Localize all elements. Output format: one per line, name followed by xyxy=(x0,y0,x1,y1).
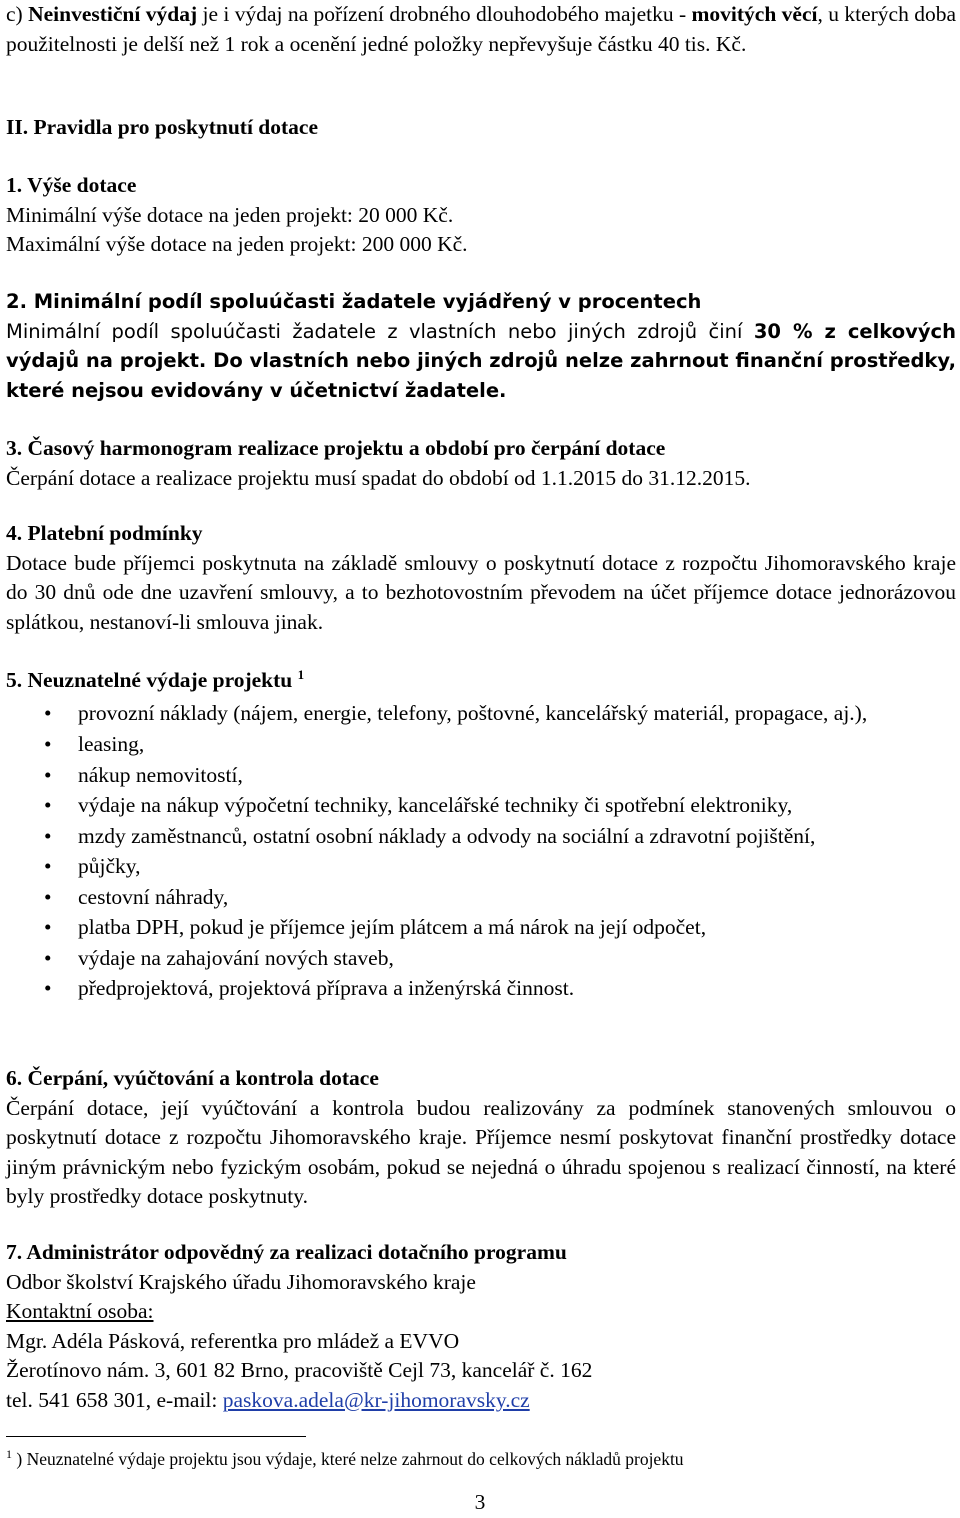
list-item xyxy=(6,974,956,1004)
part-title: II. Pravidla pro poskytnutí dotace xyxy=(6,115,318,139)
section-2-text-bold-2: Do vlastních nebo jiných zdrojů nelze zahrnout finanční prostředky, které nejsou evidovány v účetnictví žadatele. xyxy=(6,349,956,402)
section-7 xyxy=(6,1238,956,1415)
list-item-text: mzdy zaměstnanců, ostatní osobní náklady a odvody na sociální a zdravotní pojištění, xyxy=(78,823,816,848)
ineligible-expenses-list xyxy=(6,699,956,1004)
section-5-heading-text: 5. Neuznatelné výdaje projektu xyxy=(6,668,293,692)
section-1-heading: 1. Výše dotace xyxy=(6,173,137,197)
section-6-text: Čerpání dotace, její vyúčtování a kontrola budou realizovány za podmínek stanovených smlouvou o poskytnutí dotace z rozpočtu Jihomoravského kraje. Příjemce nesmí poskytovat finanční prostředky dotace jiným právnickým nebo fyzickým osobám, pokud se nejedná o úhradu spojenou s realizací činností, na které byly prostředky dotace poskytnuty. xyxy=(6,1095,956,1208)
page-number: 3 xyxy=(474,1490,486,1514)
section-2 xyxy=(6,287,956,405)
list-item-text: leasing, xyxy=(78,732,145,756)
section-3 xyxy=(6,434,956,493)
intro-paragraph xyxy=(6,0,956,59)
list-item xyxy=(6,699,956,729)
bullet-icon: • xyxy=(44,793,52,817)
section-2-text xyxy=(6,317,956,406)
section-5 xyxy=(6,666,956,1004)
bullet-icon: • xyxy=(44,700,52,725)
list-item-text: výdaje na nákup výpočetní techniky, kancelářské techniky či spotřební elektroniky, xyxy=(78,793,793,817)
footnote-text: ) Neuznatelné výdaje projektu jsou výdaje, které nelze zahrnout do celkových nákladů projektu xyxy=(12,1449,684,1469)
list-item xyxy=(6,791,956,821)
list-item xyxy=(6,761,956,791)
section-3-heading: 3. Časový harmonogram realizace projektu a období pro čerpání dotace xyxy=(6,436,666,460)
section-4 xyxy=(6,519,956,637)
list-item xyxy=(6,883,956,913)
bullet-icon: • xyxy=(44,854,52,878)
contact-label-text: Kontaktní osoba: xyxy=(6,1299,154,1323)
list-item-text: předprojektová, projektová příprava a inženýrská činnost. xyxy=(78,976,575,1000)
section-2-heading: 2. Minimální podíl spoluúčasti žadatele vyjádřený v procentech xyxy=(6,290,702,313)
intro-prefix: c) xyxy=(6,2,29,26)
bullet-icon: • xyxy=(44,762,52,787)
section-4-text: Dotace bude příjemci poskytnuta na základě smlouvy o poskytnutí dotace z rozpočtu Jihomoravského kraje do 30 dnů ode dne uzavření smlouvy, a to bezhotovostním převodem na účet příjemce dotace jednorázovou splátkou, nestanoví-li smlouva jinak. xyxy=(6,550,956,634)
contact-label xyxy=(6,1297,956,1327)
bullet-icon: • xyxy=(44,884,52,909)
list-item-text: nákup nemovitostí, xyxy=(78,762,243,787)
list-item-text: cestovní náhrady, xyxy=(78,884,229,909)
department-line: Odbor školství Krajského úřadu Jihomoravského kraje xyxy=(6,1269,476,1294)
list-item xyxy=(6,852,956,882)
intro-term: Neinvestiční výdaj xyxy=(28,2,198,26)
list-item-text: provozní náklady (nájem, energie, telefony, poštovné, kancelářský materiál, propagace, aj.), xyxy=(78,700,868,725)
bullet-icon: • xyxy=(44,823,52,848)
list-item xyxy=(6,913,956,943)
footnote xyxy=(6,1447,684,1471)
min-amount-line: Minimální výše dotace na jeden projekt: 20 000 Kč. xyxy=(6,202,454,227)
bullet-icon: • xyxy=(44,732,52,756)
contact-person: Mgr. Adéla Pásková, referentka pro mládež a EVVO xyxy=(6,1328,460,1353)
list-item xyxy=(6,730,956,760)
section-1 xyxy=(6,171,956,260)
bullet-icon: • xyxy=(44,976,52,1000)
footnote-mark: 1 xyxy=(6,1447,12,1462)
section-7-heading: 7. Administrátor odpovědný za realizaci dotačního programu xyxy=(6,1240,567,1264)
intro-term-2: movitých věcí xyxy=(691,2,818,26)
section-3-text: Čerpání dotace a realizace projektu musí spadat do období od 1.1.2015 do 31.12.2015. xyxy=(6,465,751,490)
bullet-icon: • xyxy=(44,915,52,939)
contact-address: Žerotínovo nám. 3, 601 82 Brno, pracoviště Cejl 73, kancelář č. 162 xyxy=(6,1358,593,1382)
section-2-text-bold: 30 % z celkových výdajů na projekt. xyxy=(6,319,956,372)
list-item-text: výdaje na zahajování nových staveb, xyxy=(78,945,394,970)
section-6-heading: 6. Čerpání, vyúčtování a kontrola dotace xyxy=(6,1066,379,1090)
list-item xyxy=(6,944,956,974)
list-item-text: půjčky, xyxy=(78,854,141,878)
bullet-icon: • xyxy=(44,945,52,970)
intro-text-2: , u kterých doba použitelnosti je delší než 1 rok a ocenění jedné položky nepřevyšuje částku 40 tis. Kč. xyxy=(6,2,957,56)
footnote-reference: 1 xyxy=(297,666,305,682)
contact-phone-email xyxy=(6,1386,956,1416)
phone-text: tel. 541 658 301, e-mail: xyxy=(6,1387,223,1412)
section-2-text-plain: Minimální podíl spoluúčasti žadatele z vlastních nebo jiných zdrojů činí xyxy=(6,319,754,343)
section-5-heading xyxy=(6,666,956,696)
email-link[interactable]: paskova.adela@kr-jihomoravsky.cz xyxy=(222,1387,530,1412)
section-4-heading: 4. Platební podmínky xyxy=(6,521,203,545)
list-item xyxy=(6,822,956,852)
list-item-text: platba DPH, pokud je příjemce jejím plátcem a má nárok na její odpočet, xyxy=(78,915,707,939)
max-amount-line: Maximální výše dotace na jeden projekt: 200 000 Kč. xyxy=(6,232,468,256)
section-6 xyxy=(6,1064,956,1212)
footnote-separator xyxy=(6,1436,306,1437)
intro-text-1: je i výdaj na pořízení drobného dlouhodobého majetku - xyxy=(197,2,692,26)
